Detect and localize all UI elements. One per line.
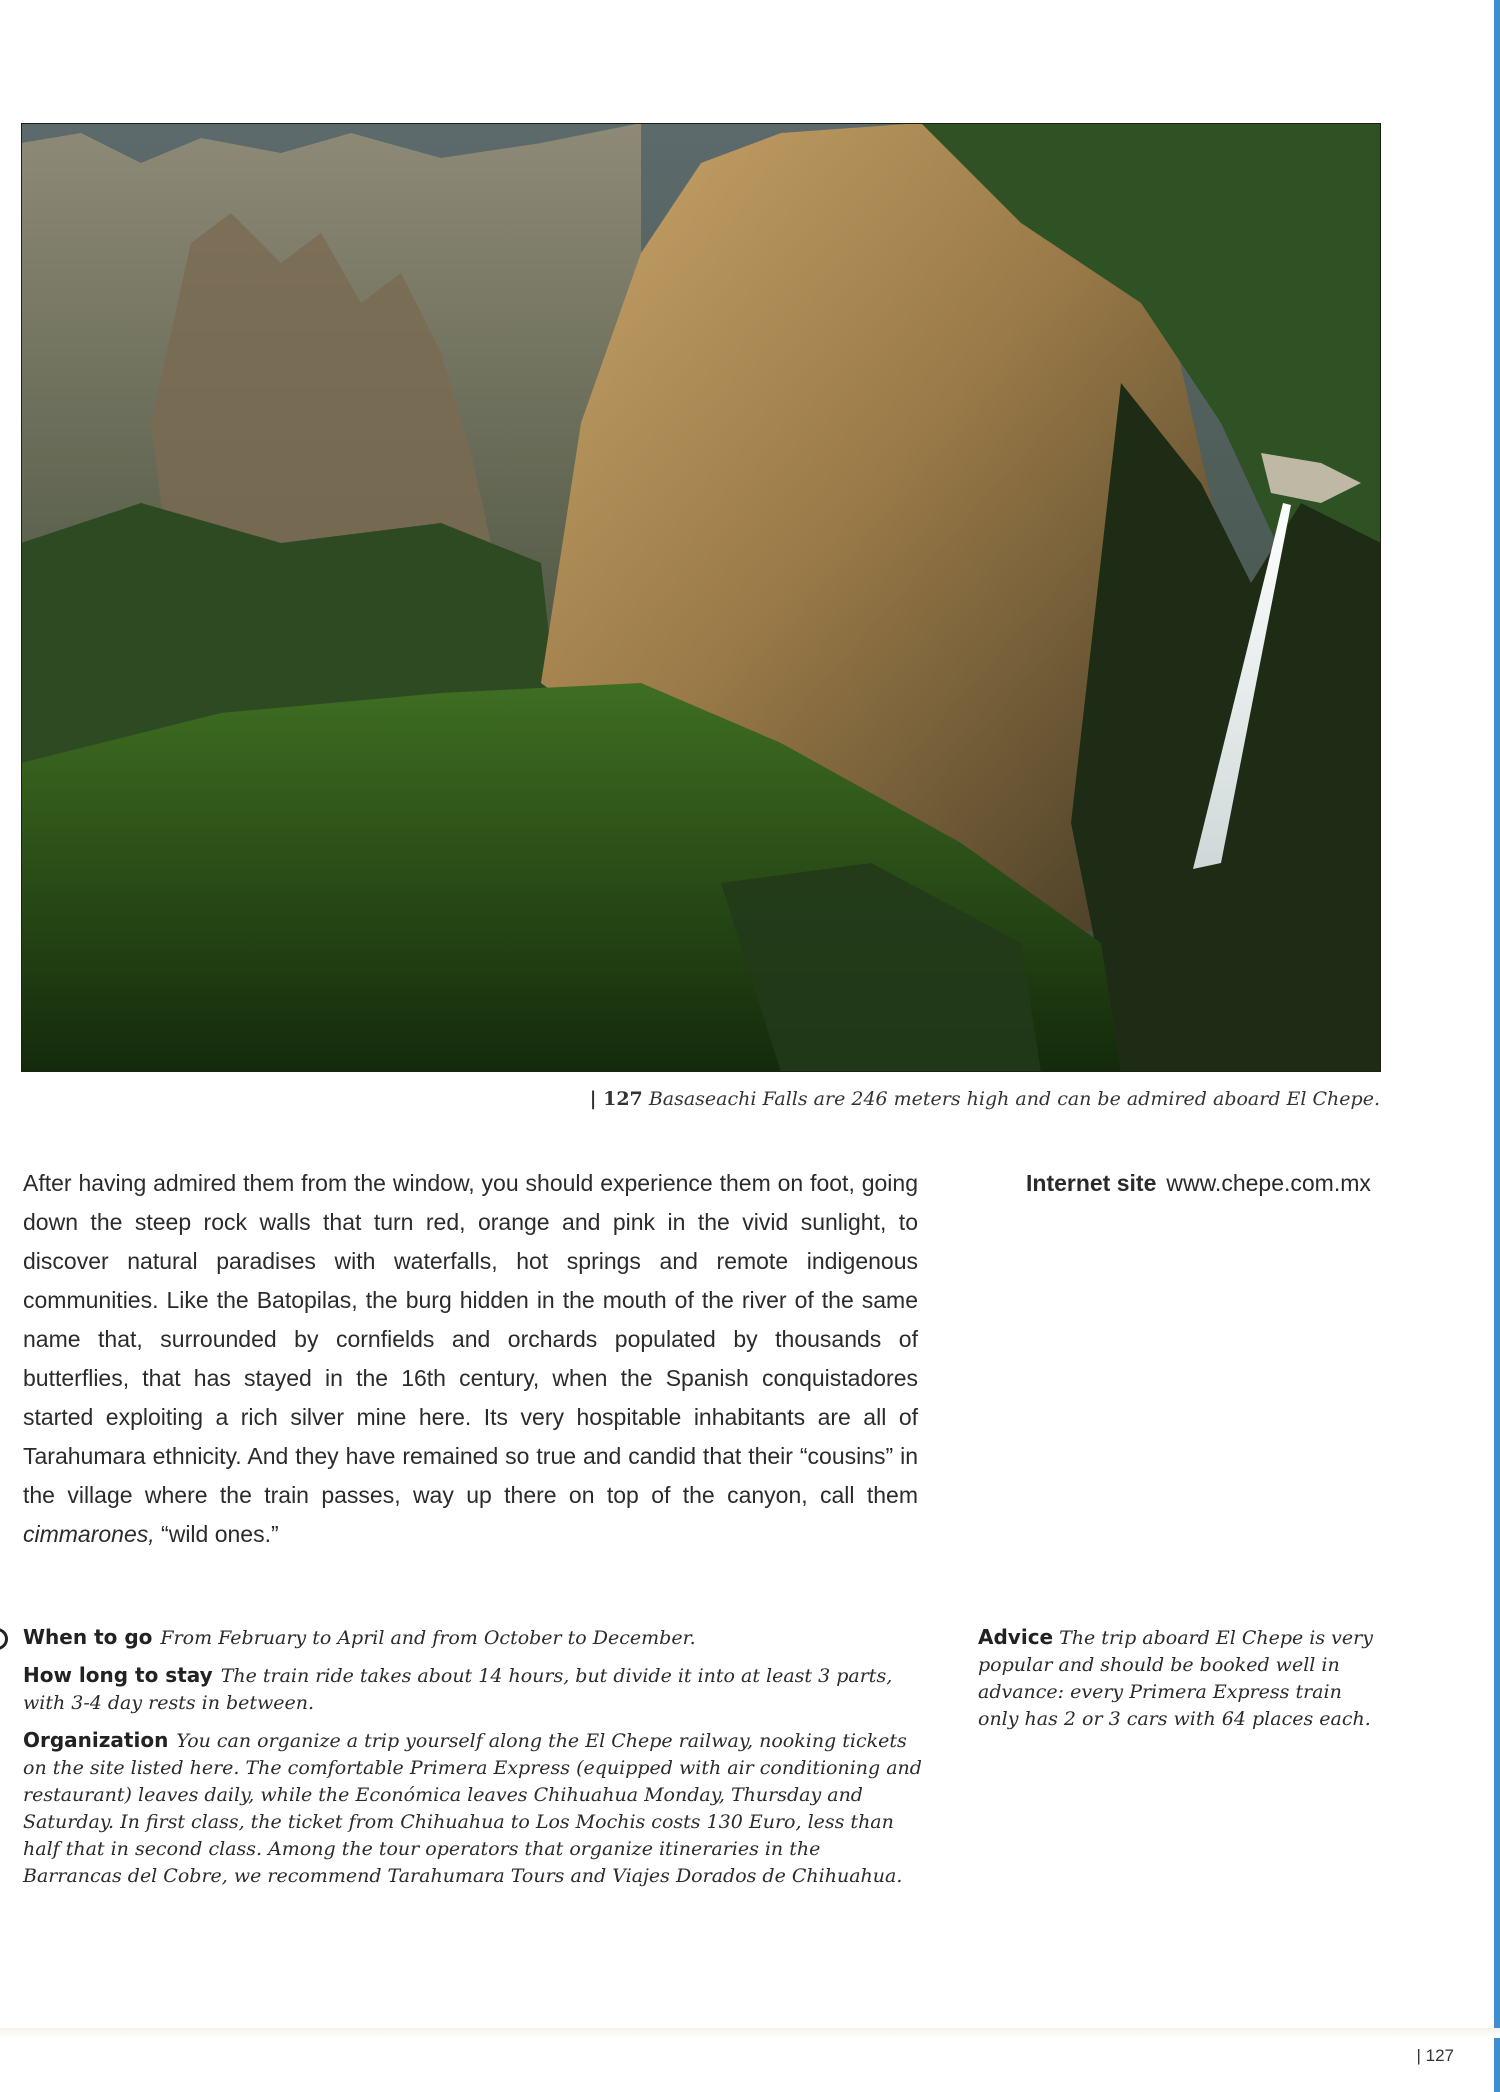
advice-label: Advice	[978, 1625, 1054, 1649]
when-to-go-label: When to go	[23, 1625, 153, 1649]
organization	[23, 1727, 923, 1890]
caption-text: Basaseachi Falls are 246 meters high and can be admired aboard El Chepe.	[648, 1088, 1380, 1110]
page-bottom-shadow	[0, 2028, 1500, 2038]
advice-block	[978, 1624, 1378, 1733]
section-bullet-icon	[0, 1628, 8, 1650]
organization-label: Organization	[23, 1728, 169, 1752]
page-number: | 127	[1416, 2046, 1454, 2065]
main-paragraph	[23, 1164, 918, 1554]
main-text-part2: “wild ones.”	[154, 1521, 279, 1547]
how-long-to-stay	[23, 1662, 923, 1717]
figure-number: | 127	[589, 1088, 643, 1110]
canyon-waterfall-photo	[21, 123, 1381, 1072]
photo-illustration	[21, 123, 1381, 1072]
internet-site-block	[1026, 1164, 1371, 1203]
when-to-go	[23, 1624, 923, 1652]
how-long-label: How long to stay	[23, 1663, 213, 1687]
main-text-part1: After having admired them from the window, you should experience them on foot, going down the steep rock walls that turn red, orange and pink in the vivid sunlight, to discover natural paradises with waterfalls, hot springs and remote indigenous communities. Like the Batopilas, the burg hidden in the mouth of the river of the same name that, surrounded by cornfields and orchards populated by thousands of butterflies, that has stayed in the 16th century, when the Spanish conquistadores started exploiting a rich silver mine here. Its very hospitable inhabitants are all of Tarahumara ethnicity. And they have remained so true and candid that their “cousins” in the village where the train passes, way up there on top of the canyon, call them	[23, 1170, 918, 1508]
page-edge-strip	[1494, 0, 1500, 2092]
when-to-go-text: From February to April and from October to December.	[160, 1627, 696, 1649]
organization-text: You can organize a trip yourself along the El Chepe railway, nooking tickets on the site listed here. The comfortable Primera Express (equipped with air conditioning and restaurant) leaves daily, while the Económica leaves Chihuahua Monday, Thursday and Saturday. In first class, the ticket from Chihuahua to Los Mochis costs 130 Euro, less than half that in second class. Among the tour operators that organize itineraries in the Barrancas del Cobre, we recommend Tarahumara Tours and Viajes Dorados de Chihuahua.	[23, 1730, 922, 1887]
how-long-text: The train ride takes about 14 hours, but divide it into at least 3 parts, with 3-4 day rests in between.	[23, 1665, 893, 1714]
advice-text: The trip aboard El Chepe is very popular and should be booked well in advance: every Primera Express train only has 2 or 3 cars with 64 places each.	[978, 1627, 1373, 1730]
photo-caption	[590, 1088, 1380, 1110]
main-text-emphasis: cimmarones,	[23, 1521, 155, 1547]
internet-site-label: Internet site	[1026, 1170, 1157, 1196]
travel-info-block	[23, 1624, 923, 1900]
internet-site-url[interactable]: www.chepe.com.mx	[1166, 1170, 1371, 1196]
